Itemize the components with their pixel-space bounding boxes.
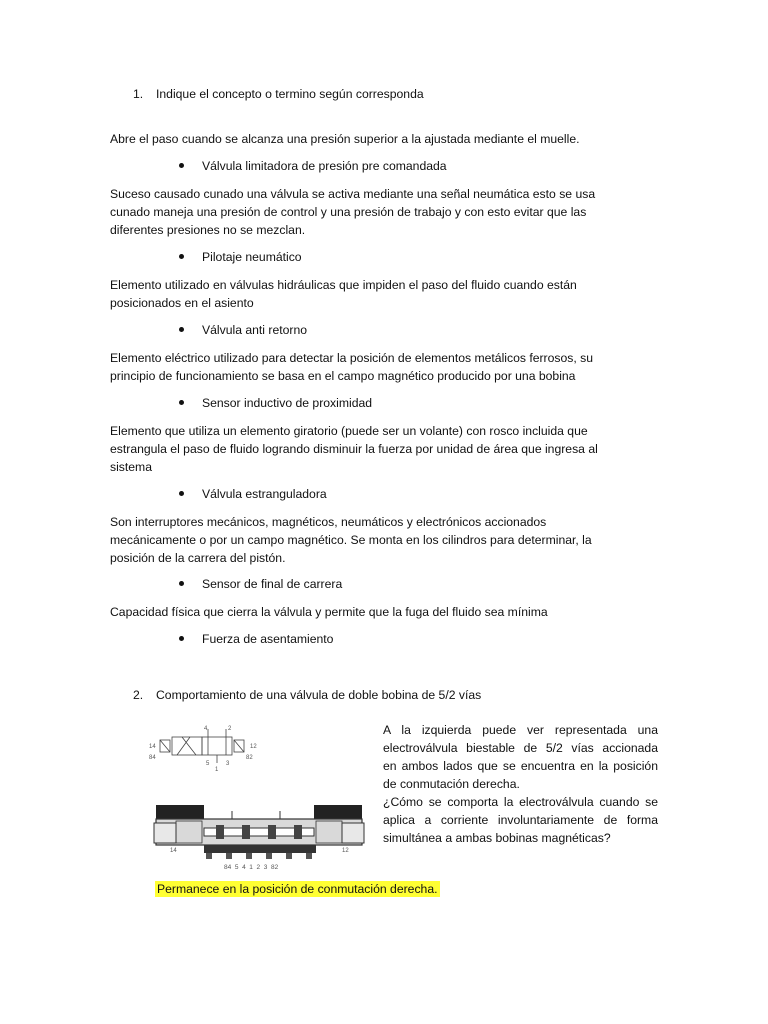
section-label-14: 14 [170, 848, 177, 854]
definition-3 [110, 276, 640, 312]
definition-line: diferentes presiones no se mezclan. [110, 223, 306, 237]
answer-6: Sensor de final de carrera [202, 577, 343, 591]
symbol-label-14: 14 [149, 744, 156, 750]
question-line: ¿Cómo se comporta la electroválvula cuando se [383, 795, 658, 809]
answer-5: Válvula estranguladora [202, 487, 327, 501]
bullet-icon [179, 581, 184, 586]
definition-line: Elemento utilizado en válvulas hidráulicas que impiden el paso del fluido cuando están [110, 278, 577, 292]
symbol-label-12: 12 [250, 744, 257, 750]
question-line: aplica a corriente involuntariamente de forma [383, 813, 658, 827]
valve-diagram [146, 721, 372, 873]
description-line: A la izquierda puede ver representada una [383, 723, 658, 737]
bullet-icon [179, 636, 184, 641]
section-1-number: 1. [133, 87, 144, 101]
symbol-label-82: 82 [246, 755, 253, 761]
definition-line: Suceso causado cunado una válvula se activa mediante una señal neumática esto se usa [110, 187, 596, 201]
definition-6 [110, 513, 640, 567]
bullet-icon [179, 254, 184, 259]
description-line: de conmutación derecha. [383, 777, 520, 791]
answer-1: Válvula limitadora de presión pre comandada [202, 159, 447, 173]
section-port-labels: 84 5 4 1 2 3 82 [224, 864, 279, 871]
section-label-12: 12 [342, 848, 349, 854]
definition-line: principio de funcionamiento se basa en el campo magnético producido por una bobina [110, 369, 576, 383]
answer-7: Fuerza de asentamiento [202, 632, 334, 646]
definition-4 [110, 349, 640, 385]
definition-line: Elemento eléctrico utilizado para detectar la posición de elementos metálicos ferrosos, su [110, 351, 594, 365]
answer-3: Válvula anti retorno [202, 323, 308, 337]
definition-line: Son interruptores mecánicos, magnéticos, neumáticos y electrónicos accionados [110, 515, 547, 529]
answer-4: Sensor inductivo de proximidad [202, 396, 373, 410]
definition-5 [110, 422, 640, 476]
symbol-label-5: 5 [206, 761, 210, 767]
valve-diagram-svg [146, 721, 372, 873]
definition-line: mecánicamente o por un campo magnético. Se monta en los cilindros para determinar, la [110, 533, 592, 547]
valve-cross-section [154, 805, 364, 871]
description-line: en ambos lados que se encuentra en la posición [383, 759, 658, 773]
definition-7 [110, 603, 640, 621]
definition-line: Abre el paso cuando se alcanza una presión superior a la ajustada mediante el muelle. [110, 132, 580, 146]
symbol-label-3: 3 [226, 761, 230, 767]
answer-2: Pilotaje neumático [202, 250, 302, 264]
bullet-icon [179, 327, 184, 332]
definition-line: Capacidad física que cierra la válvula y permite que la fuga del fluido sea mínima [110, 605, 548, 619]
definition-line: estrangula el paso de fluido logrando disminuir la fuerza por unidad de área que ingresa al [110, 442, 598, 456]
highlighted-answer: Permanece en la posición de conmutación derecha. [157, 882, 438, 896]
symbol-label-2: 2 [228, 726, 232, 732]
definition-2 [110, 185, 640, 239]
valve-symbol [149, 726, 257, 773]
symbol-label-4: 4 [204, 726, 208, 732]
section-2-heading: Comportamiento de una válvula de doble bobina de 5/2 vías [156, 688, 482, 702]
valve-answer [155, 880, 440, 898]
bullet-icon [179, 491, 184, 496]
definition-line: sistema [110, 460, 152, 474]
symbol-label-84: 84 [149, 755, 156, 761]
section-2-number: 2. [133, 688, 144, 702]
bullet-icon [179, 163, 184, 168]
symbol-label-1: 1 [215, 767, 219, 773]
definition-line: posicionados en el asiento [110, 296, 254, 310]
definition-line: posición de la carrera del pistón. [110, 551, 286, 565]
section-1-heading: Indique el concepto o termino según corresponda [156, 87, 424, 101]
definition-1 [110, 130, 640, 148]
definition-line: Elemento que utiliza un elemento giratorio (puede ser un volante) con rosco incluida que [110, 424, 588, 438]
question-line: simultánea a ambas bobinas magnéticas? [383, 831, 611, 845]
valve-description [383, 721, 658, 847]
bullet-icon [179, 400, 184, 405]
description-line: electroválvula biestable de 5/2 vías accionada [383, 741, 658, 755]
definition-line: cunado maneja una presión de control y una presión de trabajo y con esto evitar que las [110, 205, 587, 219]
